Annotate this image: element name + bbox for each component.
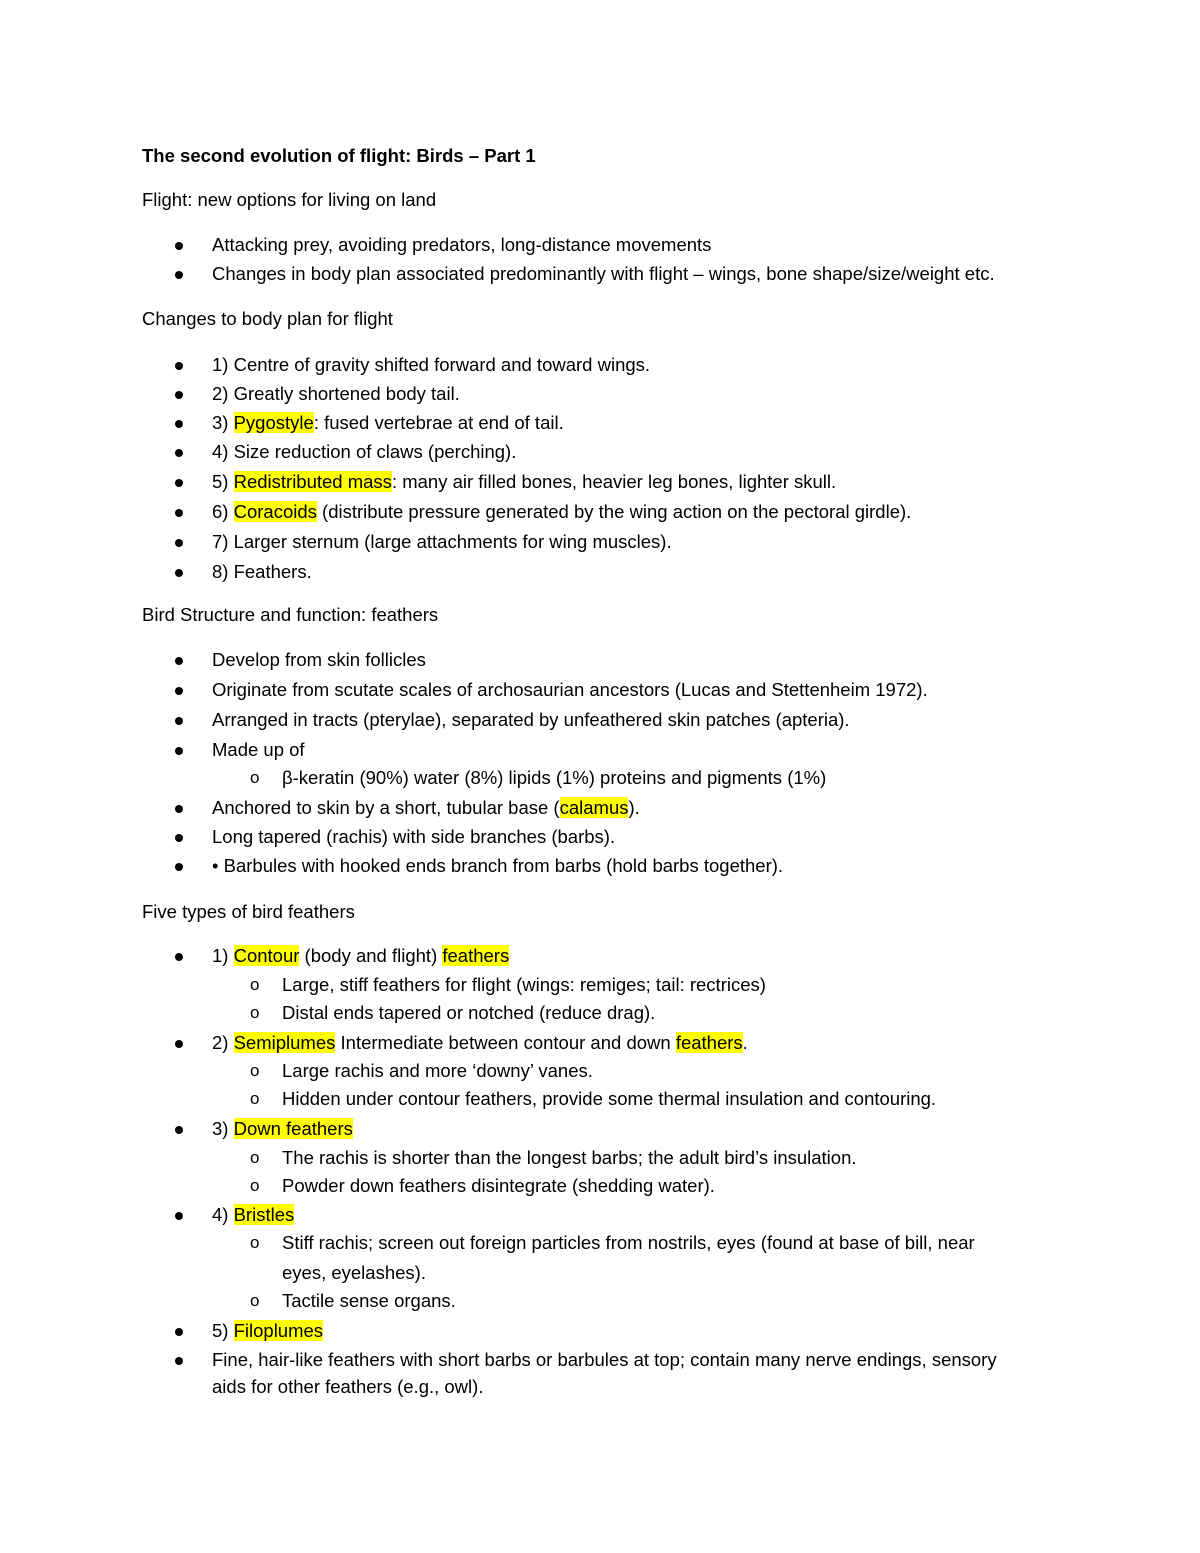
list-item: • Barbules with hooked ends branch from barbs (hold barbs together). (212, 855, 784, 876)
list-item: Made up of (212, 739, 305, 760)
list-item: 1) Centre of gravity shifted forward and toward wings. (212, 354, 651, 375)
section-heading-body-plan: Changes to body plan for flight (142, 308, 393, 329)
highlight: Coracoids (233, 501, 317, 522)
list-item: 6) Coracoids (distribute pressure generated by the wing action on the pectoral girdle). (212, 501, 912, 522)
list-item: Attacking prey, avoiding predators, long-distance movements (212, 234, 712, 255)
highlight: Semiplumes (233, 1032, 336, 1053)
sub-list-item: o β-keratin (90%) water (8%) lipids (1%) proteins and pigments (1%) (282, 767, 826, 789)
list-item: 2) Semiplumes Intermediate between contour and down feathers. (212, 1032, 748, 1053)
section-heading-flight: Flight: new options for living on land (142, 189, 437, 210)
list-item: Arranged in tracts (pterylae), separated by unfeathered skin patches (apteria). (212, 709, 850, 730)
sub-list-item: o Stiff rachis; screen out foreign particles from nostrils, eyes (found at base of bill, near (282, 1232, 975, 1254)
document-title: The second evolution of flight: Birds – Part 1 (142, 145, 536, 166)
sub-list-item: o Hidden under contour feathers, provide some thermal insulation and contouring. (282, 1088, 936, 1110)
highlight: Down feathers (233, 1118, 353, 1139)
list-item: 3) Pygostyle: fused vertebrae at end of tail. (212, 412, 564, 433)
section-heading-feathers: Bird Structure and function: feathers (142, 604, 439, 625)
sub-list-item: o The rachis is shorter than the longest barbs; the adult bird’s insulation. (282, 1147, 857, 1169)
list-item: 5) Filoplumes (212, 1320, 324, 1341)
list-item: Originate from scutate scales of archosaurian ancestors (Lucas and Stettenheim 1972). (212, 679, 928, 700)
highlight: Bristles (233, 1204, 295, 1225)
list-item: Changes in body plan associated predominantly with flight – wings, bone shape/size/weight etc. (212, 263, 995, 284)
list-item: 1) Contour (body and flight) feathers (212, 945, 510, 966)
sub-list-item-continuation: eyes, eyelashes). (282, 1262, 426, 1283)
list-item: 5) Redistributed mass: many air filled bones, heavier leg bones, lighter skull. (212, 471, 837, 492)
list-item: Fine, hair-like feathers with short barbs or barbules at top; contain many nerve endings, sensory (212, 1349, 997, 1370)
highlight: Redistributed mass (233, 471, 392, 492)
highlight: Filoplumes (233, 1320, 324, 1341)
list-item: 7) Larger sternum (large attachments for wing muscles). (212, 531, 672, 552)
highlight: Pygostyle (233, 412, 314, 433)
list-item: 4) Bristles (212, 1204, 295, 1225)
section-heading-five-types: Five types of bird feathers (142, 901, 355, 922)
list-item: Anchored to skin by a short, tubular base (calamus). (212, 797, 640, 818)
highlight: feathers (442, 945, 510, 966)
highlight: Contour (233, 945, 300, 966)
list-item: 3) Down feathers (212, 1118, 353, 1139)
highlight: calamus (559, 797, 629, 818)
sub-list-item: o Powder down feathers disintegrate (shedding water). (282, 1175, 715, 1197)
sub-list-item: o Tactile sense organs. (282, 1290, 456, 1312)
sub-list-item: o Distal ends tapered or notched (reduce drag). (282, 1002, 655, 1024)
list-item: Long tapered (rachis) with side branches (barbs). (212, 826, 616, 847)
highlight: feathers (675, 1032, 743, 1053)
list-item: 2) Greatly shortened body tail. (212, 383, 460, 404)
sub-list-item: o Large, stiff feathers for flight (wings: remiges; tail: rectrices) (282, 974, 766, 996)
list-item-continuation: aids for other feathers (e.g., owl). (212, 1376, 484, 1397)
list-item: Develop from skin follicles (212, 649, 426, 670)
list-item: 8) Feathers. (212, 561, 312, 582)
sub-list-item: o Large rachis and more ‘downy’ vanes. (282, 1060, 593, 1082)
list-item: 4) Size reduction of claws (perching). (212, 441, 517, 462)
